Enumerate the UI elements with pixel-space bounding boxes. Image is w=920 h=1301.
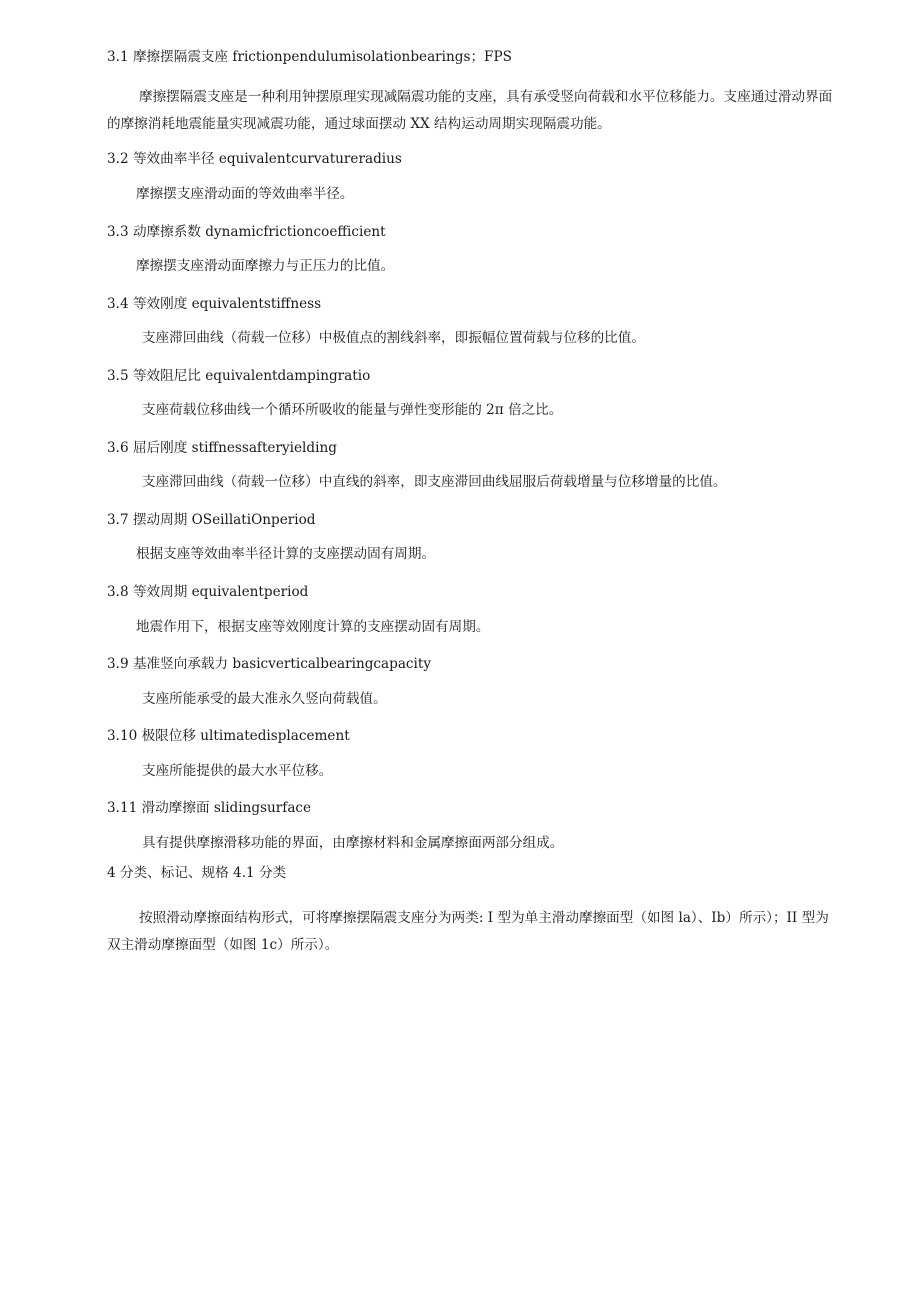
section-3-7-body: 根据支座等效曲率半径计算的支座摆动固有周期。 bbox=[136, 546, 436, 562]
section-3-9-body: 支座所能承受的最大准永久竖向荷载值。 bbox=[142, 691, 387, 707]
section-3-4-body: 支座滞回曲线（荷载一位移）中极值点的割线斜率，即振幅位置荷载与位移的比值。 bbox=[142, 330, 645, 346]
section-3-5-heading: 3.5 等效阻尼比 equivalentdampingratio bbox=[107, 368, 371, 384]
section-3-10-heading: 3.10 极限位移 ultimatedisplacement bbox=[107, 728, 350, 744]
section-3-11-body: 具有提供摩擦滑移功能的界面，由摩擦材料和金属摩擦面两部分组成。 bbox=[142, 835, 564, 851]
section-3-8-body: 地震作用下，根据支座等效刚度计算的支座摆动固有周期。 bbox=[136, 619, 490, 635]
section-3-9-heading: 3.9 基准竖向承载力 basicverticalbearingcapacity bbox=[107, 656, 432, 672]
section-3-10-body: 支座所能提供的最大水平位移。 bbox=[142, 763, 333, 779]
section-3-2-heading: 3.2 等效曲率半径 equivalentcurvatureradius bbox=[107, 151, 402, 167]
section-3-3-heading: 3.3 动摩擦系数 dynamicfrictioncoefficient bbox=[107, 224, 386, 240]
section-3-1-heading: 3.1 摩擦摆隔震支座 frictionpendulumisolationbearings；FPS bbox=[107, 49, 512, 65]
section-4-1-body: 按照滑动摩擦面结构形式，可将摩擦摆隔震支座分为两类: I 型为单主滑动摩擦面型（如图 la）、Ib）所示）；II 型为双主滑动摩擦面型（如图 1c）所示）。 bbox=[107, 910, 829, 953]
section-3-6-body: 支座滞回曲线（荷载一位移）中直线的斜率，即支座滞回曲线屈服后荷载增量与位移增量的比值。 bbox=[142, 474, 727, 490]
section-3-1-body: 摩擦摆隔震支座是一种利用钟摆原理实现减隔震功能的支座，具有承受竖向荷载和水平位移能力。支座通过滑动界面的摩擦消耗地震能量实现减震功能，通过球面摆动 XX 结构运动周期实现隔震功能。 bbox=[107, 89, 833, 132]
section-3-2-body: 摩擦摆支座滑动面的等效曲率半径。 bbox=[136, 186, 354, 202]
section-3-7-heading: 3.7 摆动周期 OSeillatiOnperiod bbox=[107, 512, 316, 528]
section-3-11-heading: 3.11 滑动摩擦面 slidingsurface bbox=[107, 800, 312, 816]
section-3-8-heading: 3.8 等效周期 equivalentperiod bbox=[107, 584, 309, 600]
section-4-heading: 4 分类、标记、规格 4.1 分类 bbox=[107, 865, 287, 881]
section-3-5-body: 支座荷载位移曲线一个循环所吸收的能量与弹性变形能的 2π 倍之比。 bbox=[142, 402, 563, 418]
section-3-4-heading: 3.4 等效刚度 equivalentstiffness bbox=[107, 296, 322, 312]
section-3-3-body: 摩擦摆支座滑动面摩擦力与正压力的比值。 bbox=[136, 258, 395, 274]
section-3-6-heading: 3.6 屈后刚度 stiffnessafteryielding bbox=[107, 440, 337, 456]
